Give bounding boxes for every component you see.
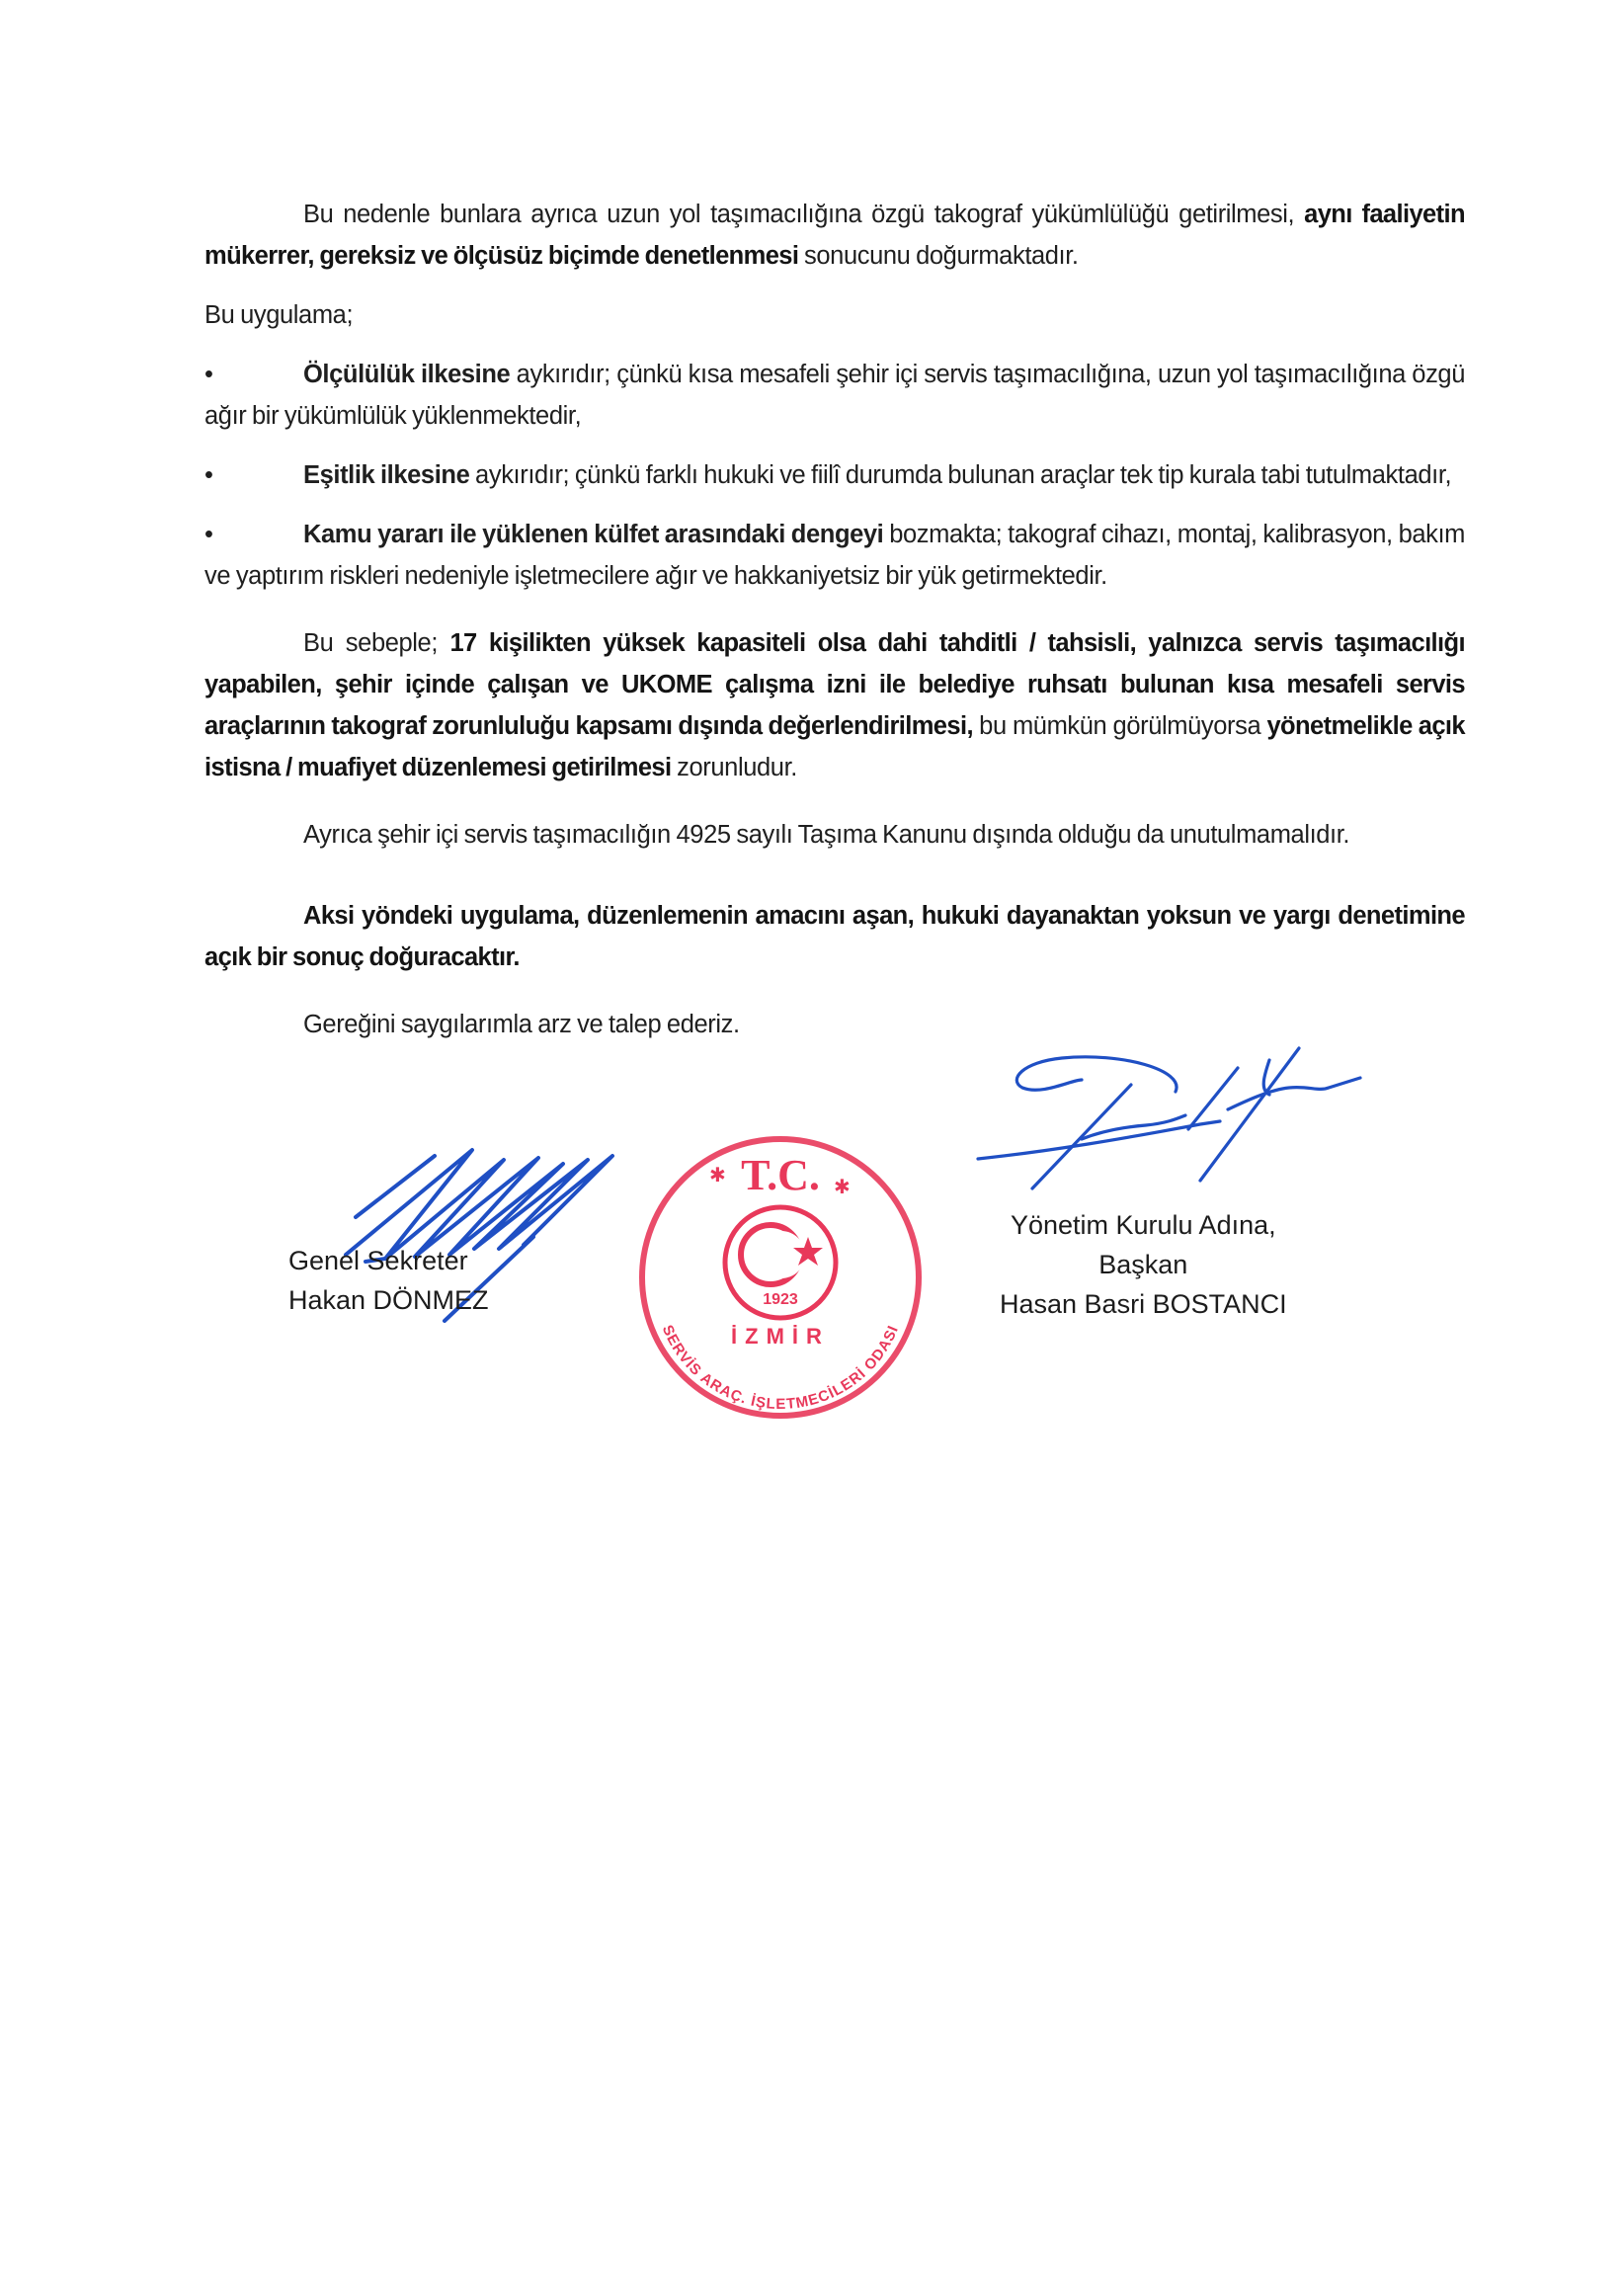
paragraph-2 bbox=[204, 294, 1465, 336]
bullet-text bbox=[204, 514, 1465, 597]
bold-text-run: 17 kişilikten yüksek kapasiteli olsa dahi tahditli / tahsisli, yalnızca servis taşımacılığı yapabilen, şehir içinde çalışan ve UKOME çalışma izni ile belediye ruhsatı bulunan kısa mesafeli servis araçlarının takograf zorunluluğu kapsamı dışında değerlendirilmesi, bbox=[204, 629, 1465, 740]
bold-text-run: Ölçülülük ilkesine bbox=[303, 361, 511, 388]
stamp-star-icon: ✱ bbox=[709, 1165, 726, 1187]
stamp-year: 1923 bbox=[763, 1291, 798, 1308]
text-run: Bu sebeple; bbox=[303, 629, 450, 657]
bold-text-run: Eşitlik ilkesine bbox=[303, 461, 470, 489]
stamp-top-text: T.C. bbox=[741, 1151, 820, 1199]
signatory-right-title: Başkan bbox=[1098, 1250, 1188, 1279]
text-run: zorunludur. bbox=[671, 754, 797, 781]
bullet-item-3 bbox=[204, 514, 1465, 597]
signatory-left bbox=[288, 1241, 489, 1320]
text-run: Bu uygulama; bbox=[204, 301, 354, 329]
signatory-left-name: Hakan DÖNMEZ bbox=[288, 1285, 489, 1315]
bullet-icon: • bbox=[204, 361, 213, 388]
text-run: Gereğini saygılarımla arz ve talep ederiz. bbox=[303, 1011, 740, 1038]
stamp-bottom-text: İZMİR bbox=[731, 1324, 830, 1349]
bullet-text bbox=[204, 454, 1465, 496]
paragraph-6 bbox=[204, 1004, 1465, 1045]
bold-text-run: yönetmelikle açık istisna / muafiyet düzenlemesi getirilmesi bbox=[204, 712, 1466, 781]
text-run: Bu nedenle bunlara ayrıca uzun yol taşımacılığına özgü takograf yükümlülüğü getirilmesi, bbox=[303, 201, 1305, 228]
bullet-icon: • bbox=[204, 521, 213, 548]
signatory-left-title: Genel Sekreter bbox=[288, 1246, 468, 1275]
crescent-star-icon bbox=[741, 1225, 823, 1284]
bold-text-run: Aksi yöndeki uygulama, düzenlemenin amacını aşan, hukuki dayanaktan yoksun ve yargı denetimine açık bir sonuç doğuracaktır. bbox=[204, 902, 1465, 971]
document-body bbox=[204, 0, 1465, 1045]
official-stamp bbox=[632, 1134, 929, 1421]
signatory-right-line1: Yönetim Kurulu Adına, bbox=[1010, 1210, 1276, 1240]
bullet-item-1 bbox=[204, 354, 1465, 437]
paragraph-1 bbox=[204, 194, 1465, 277]
text-run: aykırıdır; çünkü farklı hukuki ve fiilî durumda bulunan araçlar tek tip kurala tabi tutulmaktadır, bbox=[469, 461, 1452, 489]
signature-right bbox=[973, 1040, 1388, 1198]
bullet-item-2 bbox=[204, 454, 1465, 496]
text-run: bu mümkün görülmüyorsa bbox=[972, 712, 1267, 740]
signatory-right bbox=[1000, 1205, 1287, 1324]
text-run: aykırıdır; çünkü kısa mesafeli şehir içi servis taşımacılığına, uzun yol taşımacılığına özgü ağır bir yükümlülük yüklenmektedir, bbox=[204, 361, 1465, 430]
paragraph-5 bbox=[204, 895, 1465, 978]
text-run: bozmakta; takograf cihazı, montaj, kalibrasyon, bakım ve yaptırım riskleri nedeniyle işletmecilere ağır ve hakkaniyetsiz bir yük getirmektedir. bbox=[204, 521, 1466, 590]
paragraph-3 bbox=[204, 622, 1465, 788]
bullet-icon: • bbox=[204, 461, 213, 489]
stamp-ring-text: SERVİS ARAÇ. İŞLETMECİLERİ ODASI bbox=[658, 1322, 903, 1414]
signature-area bbox=[0, 1134, 1624, 1490]
bold-text-run: Kamu yararı ile yüklenen külfet arasındaki dengeyi bbox=[303, 521, 884, 548]
text-run: Ayrıca şehir içi servis taşımacılığın 4925 sayılı Taşıma Kanunu dışında olduğu da unutulmamalıdır. bbox=[303, 821, 1350, 849]
bullet-text bbox=[204, 354, 1465, 437]
bold-text-run: aynı faaliyetin mükerrer, gereksiz ve ölçüsüz biçimde denetlenmesi bbox=[204, 201, 1465, 270]
stamp-star-icon: ✱ bbox=[834, 1177, 851, 1198]
paragraph-4 bbox=[204, 814, 1465, 856]
signatory-right-name: Hasan Basri BOSTANCI bbox=[1000, 1289, 1287, 1319]
text-run: sonucunu doğurmaktadır. bbox=[798, 242, 1079, 270]
